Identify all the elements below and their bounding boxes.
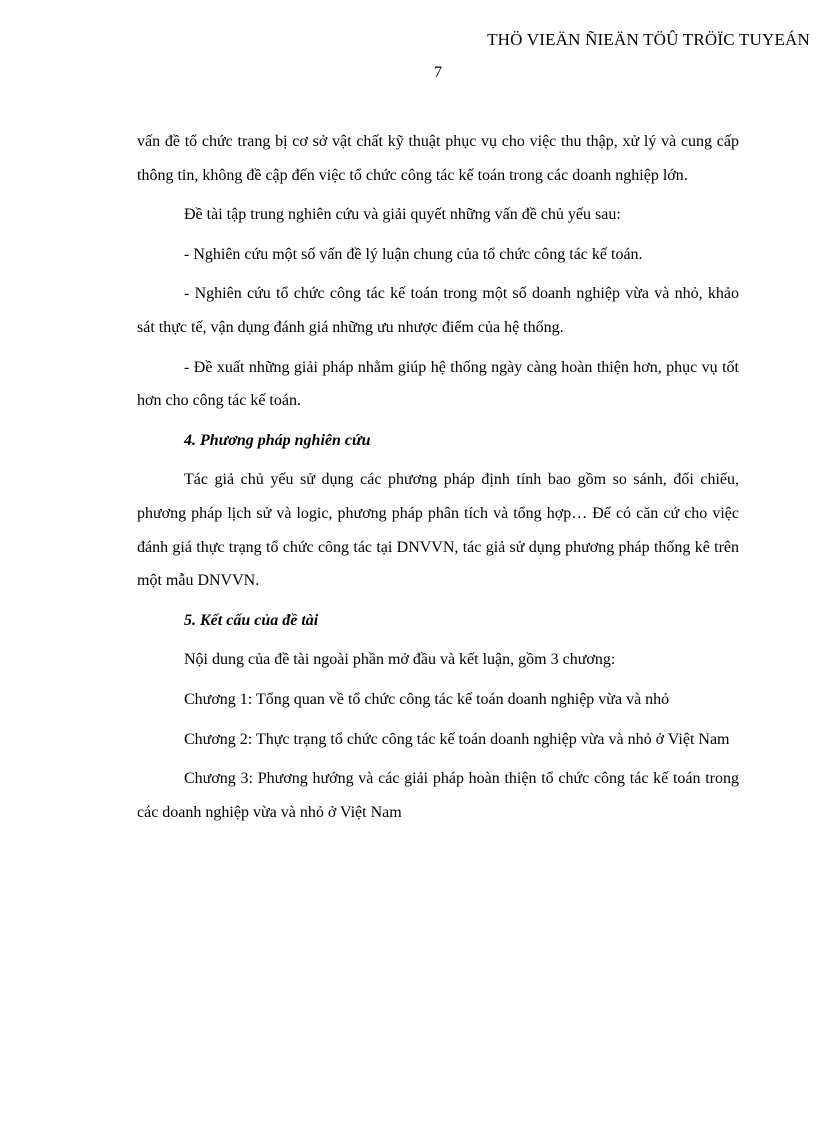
paragraph-methods: Tác giả chủ yếu sử dụng các phương pháp định tính bao gồm so sánh, đối chiếu, phương pháp lịch sử và logic, phương pháp phân tích và tổng hợp… Để có căn cứ cho việc đánh giá thực trạng tổ chức công tác tại DNVVN, tác giả sử dụng phương pháp thống kê trên một mẫu DNVVN. (137, 471, 739, 590)
list-item-theory: - Nghiên cứu một số vấn đề lý luận chung của tổ chức công tác kế toán. (184, 245, 643, 263)
document-body (137, 125, 739, 835)
list-item-practice: - Nghiên cứu tổ chức công tác kế toán trong một số doanh nghiệp vừa và nhỏ, khảo sát thực tế, vận dụng đánh giá những ưu nhược điểm của hệ thống. (137, 285, 739, 336)
paragraph-research-focus: Đề tài tập trung nghiên cứu và giải quyết những vấn đề chủ yếu sau: (184, 206, 621, 224)
chapter-item-3: Chương 3: Phương hướng và các giải pháp hoàn thiện tổ chức công tác kế toán trong các doanh nghiệp vừa và nhỏ ở Việt Nam (137, 770, 739, 821)
paragraph-structure-intro: Nội dung của đề tài ngoài phần mở đầu và kết luận, gồm 3 chương: (184, 651, 616, 669)
page-header-title: THÖ VIEÄN ÑIEÄN TÖÛ TRÖÏC TUYEÁN (487, 30, 810, 49)
paragraph-scope-continuation: vấn đề tổ chức trang bị cơ sở vật chất kỹ thuật phục vụ cho việc thu thập, xử lý và cung cấp thông tin, không đề cập đến việc tổ chức công tác kế toán trong các doanh nghiệp lớn. (137, 133, 739, 184)
chapter-item-2: Chương 2: Thực trạng tổ chức công tác kế toán doanh nghiệp vừa và nhỏ ở Việt Nam (184, 730, 730, 748)
list-item-solutions: - Đề xuất những giải pháp nhằm giúp hệ thống ngày càng hoàn thiện hơn, phục vụ tốt hơn cho công tác kế toán. (137, 358, 739, 410)
chapter-item-1: Chương 1: Tổng quan về tổ chức công tác kế toán doanh nghiệp vừa và nhỏ (184, 690, 670, 708)
page-number: 7 (434, 64, 442, 81)
section-heading-structure: 5. Kết cấu của đề tài (184, 611, 319, 629)
section-heading-methods: 4. Phương pháp nghiên cứu (184, 431, 371, 449)
